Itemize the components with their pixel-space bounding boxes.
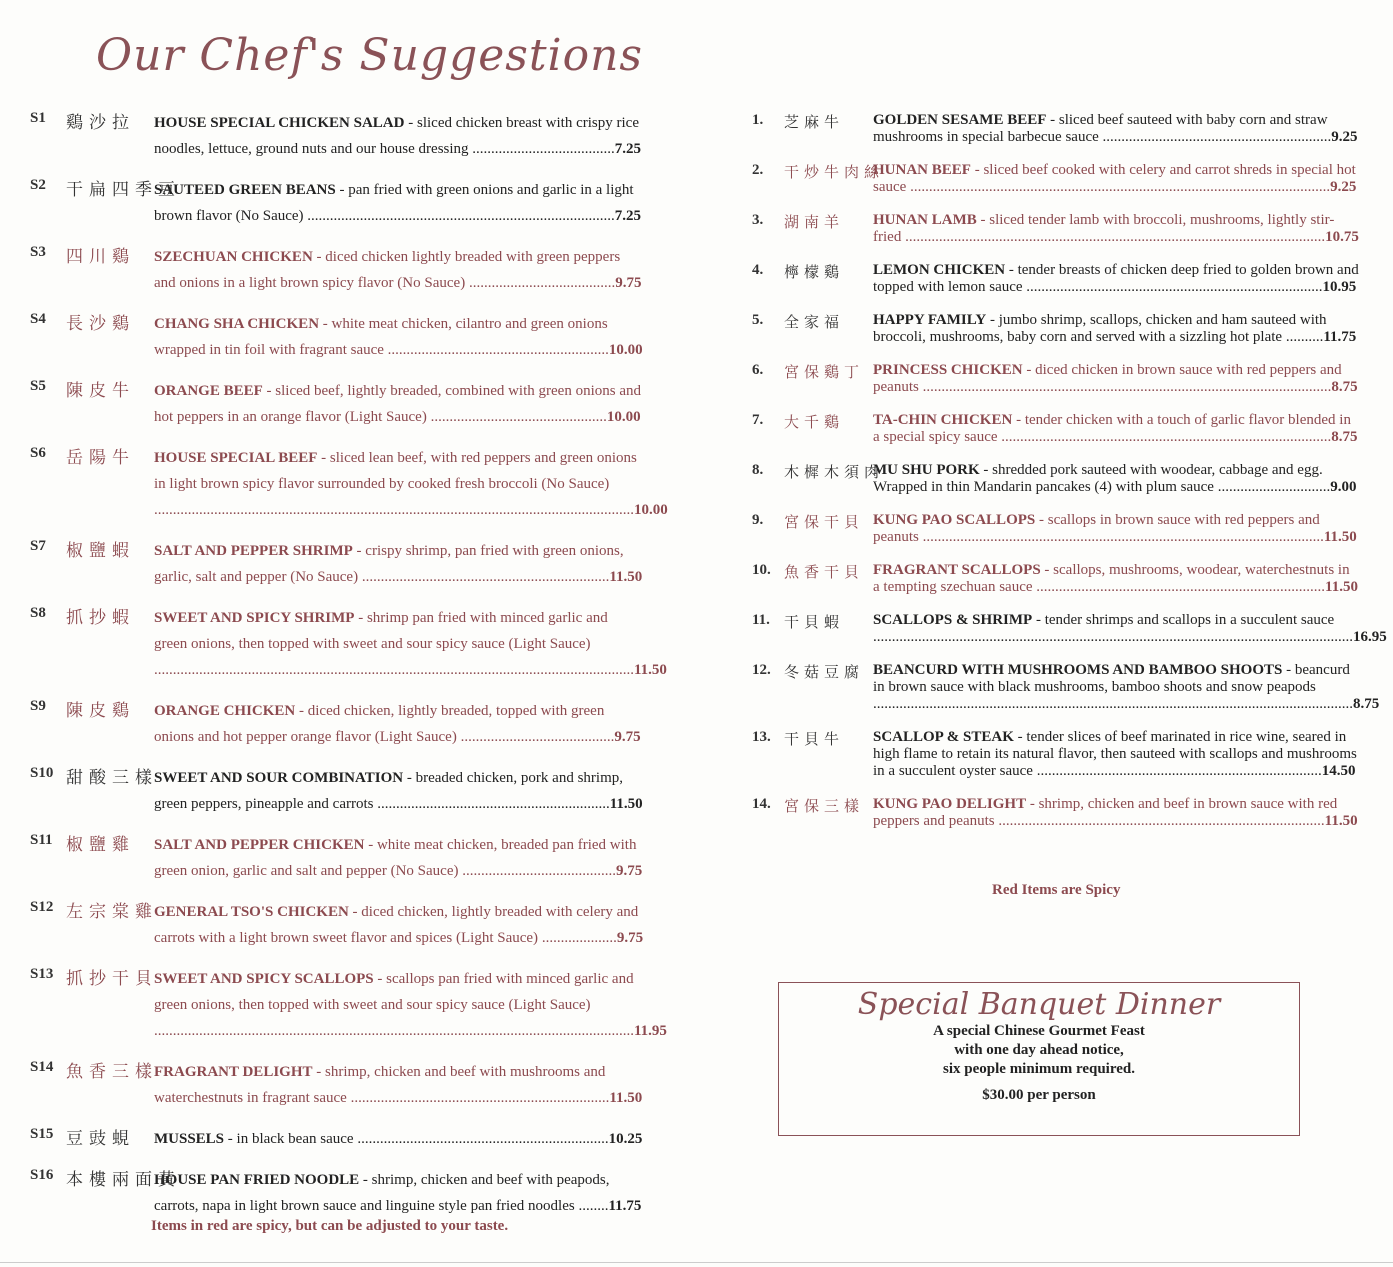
- item-price: 11.50: [609, 1090, 643, 1106]
- item-name: HUNAN BEEF: [873, 162, 971, 178]
- item-leader-dots: ................................................................................................................: [901, 229, 1326, 245]
- item-description: [154, 765, 644, 817]
- item-name: ORANGE BEEF: [154, 383, 263, 399]
- item-price: 8.75: [1353, 696, 1380, 712]
- item-chinese-name: 鷄沙拉: [66, 113, 135, 132]
- item-desc-text: sliced tender lamb with broccoli, mushrooms, lightly stir-fried: [873, 212, 1335, 245]
- item-price: 9.00: [1330, 479, 1357, 495]
- item-description: [154, 110, 644, 162]
- item-chinese-name: 本樓兩面黃: [66, 1170, 181, 1189]
- item-code: S15: [30, 1126, 54, 1142]
- item-desc-text: shrimp pan fried with minced garlic and green onions, then topped with sweet and sour spicy sauce (Light Sauce): [154, 610, 608, 652]
- item-leader-dots: ................................................................................................................................: [154, 1023, 634, 1039]
- page-title: Our Chef's Suggestions: [96, 30, 644, 81]
- item-name: HOUSE SPECIAL BEEF: [154, 450, 318, 466]
- menu-item: [752, 162, 1367, 196]
- item-chinese-name: 冬菇豆腐: [784, 665, 865, 681]
- item-separator: -: [1012, 412, 1025, 428]
- item-name: BEANCURD WITH MUSHROOMS AND BAMBOO SHOOTS: [873, 662, 1283, 678]
- item-chinese-name: 陳皮牛: [66, 381, 135, 400]
- item-code: S12: [30, 899, 54, 915]
- item-separator: -: [312, 1064, 325, 1080]
- right-menu-column: [752, 112, 1387, 846]
- item-separator: -: [403, 770, 416, 786]
- banquet-line: A special Chinese Gourmet Feast: [933, 1023, 1145, 1039]
- item-code: 11.: [752, 612, 770, 628]
- item-code: S8: [30, 605, 46, 621]
- item-name: CHANG SHA CHICKEN: [154, 316, 320, 332]
- item-price: 7.25: [614, 208, 642, 224]
- item-description: [873, 796, 1359, 830]
- item-name: SAUTEED GREEN BEANS: [154, 182, 336, 198]
- item-leader-dots: ................................................................................................................................: [154, 662, 634, 678]
- menu-item: [752, 262, 1367, 296]
- item-code: S13: [30, 966, 54, 982]
- item-code: 2.: [752, 162, 764, 178]
- item-description: [154, 899, 644, 951]
- item-desc-text: sliced beef sauteed with baby corn and straw mushrooms in special barbecue sauce: [873, 112, 1328, 145]
- item-chinese-name: 宮保鷄丁: [784, 365, 865, 381]
- menu-item: [752, 462, 1367, 496]
- item-chinese-name: 宮保干貝: [784, 515, 865, 531]
- item-name: SCALLOP & STEAK: [873, 729, 1014, 745]
- menu-item: [752, 312, 1367, 346]
- item-chinese-name: 干貝牛: [784, 732, 845, 748]
- menu-item: [30, 538, 650, 590]
- item-description: [154, 244, 644, 296]
- item-description: [154, 378, 644, 430]
- item-code: S6: [30, 445, 46, 461]
- menu-item: [752, 212, 1367, 246]
- item-leader-dots: ................................................................................................................................: [873, 696, 1353, 712]
- item-code: 10.: [752, 562, 771, 578]
- menu-item: [30, 110, 650, 162]
- item-description: [154, 538, 644, 590]
- item-leader-dots: .........................................: [458, 863, 616, 879]
- item-desc-text: jumbo shrimp, scallops, chicken and ham sauteed with broccoli, mushrooms, baby corn and served with a sizzling hot plate: [873, 312, 1327, 345]
- item-description: [873, 212, 1359, 246]
- item-separator: -: [224, 1131, 237, 1147]
- item-code: S9: [30, 698, 46, 714]
- item-name: SZECHUAN CHICKEN: [154, 249, 313, 265]
- item-code: 8.: [752, 462, 764, 478]
- item-code: 7.: [752, 412, 764, 428]
- item-leader-dots: ................................................................................................................: [906, 179, 1331, 195]
- item-leader-dots: ..................................................................: [358, 569, 610, 585]
- item-separator: -: [1022, 362, 1036, 378]
- item-price: 10.00: [634, 502, 668, 518]
- item-description: [873, 512, 1359, 546]
- item-description: [873, 112, 1359, 146]
- item-price: 8.75: [1331, 429, 1358, 445]
- item-description: [873, 562, 1359, 596]
- item-separator: -: [295, 703, 308, 719]
- item-chinese-name: 椒鹽蝦: [66, 541, 135, 560]
- banquet-title: Special Banquet Dinner: [857, 987, 1221, 1022]
- page-edge-divider: [0, 1262, 1393, 1263]
- item-price: 11.50: [634, 662, 667, 678]
- item-desc-text: pan fried with green onions and garlic in a light brown flavor (No Sauce): [154, 182, 634, 224]
- item-price: 10.25: [608, 1131, 643, 1147]
- item-desc-text: white meat chicken, breaded pan fried with green onion, garlic and salt and pepper (No Sauce): [154, 837, 637, 879]
- item-desc-text: shrimp, chicken and beef with peapods, carrots, napa in light brown sauce and linguine style pan fried noodles: [154, 1172, 610, 1214]
- item-chinese-name: 椒鹽雞: [66, 835, 135, 854]
- item-description: [154, 445, 668, 523]
- item-code: 4.: [752, 262, 764, 278]
- item-name: SCALLOPS & SHRIMP: [873, 612, 1033, 628]
- item-separator: -: [1013, 729, 1027, 745]
- item-leader-dots: ...........................................................: [383, 342, 609, 358]
- item-separator: -: [1046, 112, 1059, 128]
- item-separator: -: [319, 316, 332, 332]
- item-separator: -: [317, 450, 330, 466]
- item-desc-text: sliced beef, lightly breaded, combined with green onions and hot peppers in an orange flavor (Light Sauce): [154, 383, 641, 425]
- item-desc-text: scallops, mushrooms, woodear, waterchestnuts in a tempting szechuan sauce: [873, 562, 1350, 595]
- item-desc-text: in black bean sauce: [236, 1131, 354, 1147]
- item-leader-dots: .............................................................................: [1032, 579, 1326, 595]
- item-price: 9.75: [614, 729, 641, 745]
- item-price: 11.50: [1323, 529, 1357, 545]
- item-price: 10.00: [608, 342, 643, 358]
- banquet-line: with one day ahead notice,: [954, 1042, 1124, 1058]
- item-separator: -: [352, 543, 366, 559]
- item-desc-text: shrimp, chicken and beef with mushrooms and waterchestnuts in fragrant sauce: [154, 1064, 606, 1106]
- item-leader-dots: ...........................................................................................................: [918, 529, 1324, 545]
- item-leader-dots: .............................................................................................................: [918, 379, 1332, 395]
- menu-item: [30, 1059, 650, 1111]
- item-separator: -: [1282, 662, 1295, 678]
- item-code: 6.: [752, 362, 764, 378]
- item-name: HOUSE PAN FRIED NOODLE: [154, 1172, 360, 1188]
- item-price: 11.95: [634, 1023, 667, 1039]
- item-chinese-name: 宮保三樣: [784, 799, 865, 815]
- item-leader-dots: ..........: [1282, 329, 1324, 345]
- item-description: [873, 462, 1359, 496]
- left-spicy-note: Items in red are spicy, but can be adjusted to your taste.: [151, 1218, 509, 1234]
- item-code: S14: [30, 1059, 54, 1075]
- item-leader-dots: ................................................................................................................................: [873, 629, 1353, 645]
- item-name: GENERAL TSO'S CHICKEN: [154, 904, 349, 920]
- item-description: [873, 262, 1359, 296]
- item-desc-text: beancurd in brown sauce with black mushrooms, bamboo shoots and snow peapods: [873, 662, 1350, 695]
- menu-item: [752, 362, 1367, 396]
- item-separator: -: [335, 182, 349, 198]
- item-code: S16: [30, 1167, 54, 1183]
- item-separator: -: [976, 212, 990, 228]
- item-name: FRAGRANT DELIGHT: [154, 1064, 313, 1080]
- item-separator: -: [1005, 262, 1018, 278]
- item-desc-text: white meat chicken, cilantro and green onions wrapped in tin foil with fragrant sauce: [154, 316, 608, 358]
- item-chinese-name: 四川鷄: [66, 247, 135, 266]
- item-code: S5: [30, 378, 46, 394]
- item-separator: -: [404, 115, 417, 131]
- item-leader-dots: .....................................................................: [346, 1090, 610, 1106]
- menu-item: [752, 562, 1367, 596]
- item-leader-dots: ...................................................................: [353, 1131, 609, 1147]
- item-name: SWEET AND SOUR COMBINATION: [154, 770, 404, 786]
- item-code: S2: [30, 177, 46, 193]
- item-name: KUNG PAO SCALLOPS: [873, 512, 1036, 528]
- item-name: HUNAN LAMB: [873, 212, 977, 228]
- item-chinese-name: 木樨木須肉: [784, 465, 885, 481]
- item-leader-dots: ........: [574, 1198, 609, 1214]
- item-separator: -: [986, 312, 999, 328]
- item-price: 9.25: [1331, 129, 1358, 145]
- item-code: 9.: [752, 512, 764, 528]
- item-price: 9.75: [616, 930, 644, 946]
- item-chinese-name: 抓抄干貝: [66, 969, 158, 988]
- item-name: SWEET AND SPICY SHRIMP: [154, 610, 355, 626]
- item-price: 9.25: [1330, 179, 1357, 195]
- menu-item: [752, 796, 1367, 830]
- item-price: 11.50: [1325, 579, 1358, 595]
- item-separator: -: [359, 1172, 372, 1188]
- item-description: [154, 832, 644, 884]
- item-separator: -: [1026, 796, 1039, 812]
- item-chinese-name: 檸檬鷄: [784, 265, 845, 281]
- item-description: [154, 1167, 644, 1219]
- item-price: 11.50: [609, 569, 643, 585]
- item-description: [154, 177, 644, 229]
- item-chinese-name: 干貝蝦: [784, 615, 845, 631]
- item-chinese-name: 長沙鷄: [66, 314, 135, 333]
- item-description: [154, 605, 667, 683]
- item-separator: -: [354, 610, 367, 626]
- menu-item: [30, 698, 650, 750]
- item-description: [873, 412, 1359, 446]
- item-code: S10: [30, 765, 54, 781]
- item-leader-dots: .............................................................: [1098, 129, 1332, 145]
- item-code: S3: [30, 244, 46, 260]
- item-leader-dots: .........................................: [456, 729, 615, 745]
- item-leader-dots: ..............................................................: [373, 796, 610, 812]
- item-desc-text: scallops pan fried with minced garlic and green onions, then topped with sweet and sour spicy sauce (Light Sauce): [154, 971, 634, 1013]
- item-description: [873, 162, 1359, 196]
- item-chinese-name: 大千鷄: [784, 415, 845, 431]
- item-code: S4: [30, 311, 46, 327]
- item-desc-text: crispy shrimp, pan fried with green onions, garlic, salt and pepper (No Sauce): [154, 543, 624, 585]
- item-separator: -: [364, 837, 377, 853]
- menu-item: [30, 605, 667, 683]
- item-desc-text: sliced lean beef, with red peppers and green onions in light brown spicy flavor surrounded by cooked fresh broccoli (No Sauce): [154, 450, 637, 492]
- item-separator: -: [262, 383, 276, 399]
- left-menu-column: [30, 110, 668, 1234]
- item-description: [154, 1059, 644, 1111]
- item-name: PRINCESS CHICKEN: [873, 362, 1023, 378]
- item-separator: -: [312, 249, 326, 265]
- menu-item: [30, 378, 650, 430]
- menu-item: [30, 445, 668, 523]
- item-name: HOUSE SPECIAL CHICKEN SALAD: [154, 115, 405, 131]
- item-desc-text: tender shrimps and scallops in a succulent sauce: [1044, 612, 1335, 628]
- item-leader-dots: ......................................: [468, 141, 615, 157]
- item-desc-text: breaded chicken, pork and shrimp, green peppers, pineapple and carrots: [154, 770, 624, 812]
- item-leader-dots: ..................................................................................: [303, 208, 615, 224]
- item-name: MUSSELS: [154, 1131, 225, 1147]
- menu-item: [30, 311, 650, 363]
- item-description: [154, 966, 667, 1044]
- menu-item: [752, 512, 1367, 546]
- item-price: 11.50: [609, 796, 643, 812]
- item-price: 14.50: [1321, 763, 1356, 779]
- item-description: [154, 1126, 644, 1152]
- item-description: [154, 311, 644, 363]
- item-leader-dots: ................................................................................................................................: [154, 502, 634, 518]
- menu-item: [30, 765, 650, 817]
- item-desc-text: diced chicken lightly breaded with green peppers and onions in a light brown spicy flavor (No Sauce): [154, 249, 621, 291]
- menu-item: [752, 412, 1367, 446]
- item-description: [873, 662, 1380, 713]
- item-description: [873, 612, 1387, 646]
- menu-item: [30, 244, 650, 296]
- menu-item: [752, 662, 1380, 713]
- item-leader-dots: ........................................................................................: [997, 429, 1332, 445]
- banquet-line: six people minimum required.: [943, 1061, 1135, 1077]
- menu-item: [752, 612, 1387, 646]
- menu-item: [30, 832, 650, 884]
- menu-item: [752, 112, 1367, 146]
- item-name: SALT AND PEPPER CHICKEN: [154, 837, 365, 853]
- item-desc-text: diced chicken in brown sauce with red peppers and peanuts: [873, 362, 1342, 395]
- item-price: 9.75: [615, 863, 643, 879]
- item-desc-text: scallops in brown sauce with red peppers and peanuts: [873, 512, 1320, 545]
- item-price: 16.95: [1353, 629, 1387, 645]
- item-code: S7: [30, 538, 46, 554]
- item-desc-text: shredded pork sauteed with woodear, cabbage and egg. Wrapped in thin Mandarin pancakes (4) with plum sauce: [873, 462, 1323, 495]
- item-chinese-name: 湖南羊: [784, 215, 845, 231]
- item-chinese-name: 岳陽牛: [66, 448, 135, 467]
- item-desc-text: diced chicken, lightly breaded, topped with green onions and hot pepper orange flavor (Light Sauce): [154, 703, 605, 745]
- item-price: 7.25: [614, 141, 642, 157]
- item-leader-dots: .......................................: [465, 275, 616, 291]
- item-leader-dots: ............................................................................: [1032, 763, 1322, 779]
- item-price: 11.50: [1324, 813, 1358, 829]
- item-price: 9.75: [615, 275, 642, 291]
- item-name: MU SHU PORK: [873, 462, 980, 478]
- menu-item: [30, 1167, 650, 1219]
- item-separator: -: [1040, 562, 1054, 578]
- item-desc-text: shrimp, chicken and beef in brown sauce with red peppers and peanuts: [873, 796, 1338, 829]
- item-leader-dots: ....................: [538, 930, 617, 946]
- banquet-box: [778, 982, 1300, 1136]
- item-description: [873, 362, 1359, 396]
- item-code: 1.: [752, 112, 764, 128]
- item-code: 13.: [752, 729, 771, 745]
- item-name: KUNG PAO DELIGHT: [873, 796, 1027, 812]
- item-price: 10.75: [1325, 229, 1359, 245]
- right-spicy-note: Red Items are Spicy: [992, 882, 1121, 898]
- item-desc-text: tender breasts of chicken deep fried to golden brown and topped with lemon sauce: [873, 262, 1359, 295]
- item-chinese-name: 豆豉蜆: [66, 1129, 135, 1148]
- item-price: 10.00: [606, 409, 641, 425]
- menu-item: [30, 899, 650, 951]
- item-chinese-name: 干扁四季豆: [66, 180, 181, 199]
- item-desc-text: tender chicken with a touch of garlic flavor blended in a special spicy sauce: [873, 412, 1351, 445]
- item-description: [873, 312, 1359, 346]
- menu-item: [752, 729, 1367, 780]
- item-name: TA-CHIN CHICKEN: [873, 412, 1013, 428]
- item-code: 3.: [752, 212, 764, 228]
- item-leader-dots: ...............................................: [426, 409, 607, 425]
- item-desc-text: diced chicken, lightly breaded with celery and carrots with a light brown sweet flavor and spices (Light Sauce): [154, 904, 639, 946]
- item-separator: -: [348, 904, 362, 920]
- item-name: GOLDEN SESAME BEEF: [873, 112, 1047, 128]
- item-code: 12.: [752, 662, 771, 678]
- item-leader-dots: ..............................: [1213, 479, 1331, 495]
- item-chinese-name: 魚香干貝: [784, 565, 865, 581]
- item-desc-text: tender slices of beef marinated in rice wine, seared in high flame to retain its natural flavor, then sauteed with scallops and mushrooms in a succulent oyster sauce: [873, 729, 1357, 779]
- item-code: 14.: [752, 796, 771, 812]
- menu-item: [30, 1126, 650, 1152]
- item-code: S1: [30, 110, 46, 126]
- item-desc-text: sliced chicken breast with crispy rice noodles, lettuce, ground nuts and our house dressing: [154, 115, 639, 157]
- item-chinese-name: 干炒牛肉絲: [784, 165, 885, 181]
- item-name: HAPPY FAMILY: [873, 312, 987, 328]
- item-name: ORANGE CHICKEN: [154, 703, 296, 719]
- item-separator: -: [373, 971, 387, 987]
- item-leader-dots: .......................................................................................: [994, 813, 1325, 829]
- item-price: 8.75: [1331, 379, 1358, 395]
- item-chinese-name: 全家福: [784, 315, 845, 331]
- item-separator: -: [979, 462, 993, 478]
- item-price: 11.75: [608, 1198, 642, 1214]
- item-chinese-name: 魚香三樣: [66, 1062, 158, 1081]
- item-description: [873, 729, 1359, 780]
- item-leader-dots: ...............................................................................: [1022, 279, 1323, 295]
- item-name: FRAGRANT SCALLOPS: [873, 562, 1041, 578]
- item-price: 10.95: [1322, 279, 1357, 295]
- item-chinese-name: 左宗棠雞: [66, 902, 158, 921]
- item-chinese-name: 抓抄蝦: [66, 608, 135, 627]
- item-description: [154, 698, 644, 750]
- menu-item: [30, 177, 650, 229]
- item-name: SALT AND PEPPER SHRIMP: [154, 543, 353, 559]
- item-name: LEMON CHICKEN: [873, 262, 1006, 278]
- item-separator: -: [1032, 612, 1045, 628]
- item-name: SWEET AND SPICY SCALLOPS: [154, 971, 374, 987]
- item-chinese-name: 陳皮鷄: [66, 701, 135, 720]
- item-price: 11.75: [1323, 329, 1357, 345]
- item-code: S11: [30, 832, 53, 848]
- item-chinese-name: 甜酸三樣: [66, 768, 158, 787]
- item-separator: -: [970, 162, 984, 178]
- item-separator: -: [1035, 512, 1048, 528]
- menu-item: [30, 966, 667, 1044]
- item-chinese-name: 芝麻牛: [784, 115, 845, 131]
- banquet-price: $30.00 per person: [982, 1087, 1096, 1103]
- item-code: 5.: [752, 312, 764, 328]
- item-desc-text: sliced beef cooked with celery and carrot shreds in special hot sauce: [873, 162, 1356, 195]
